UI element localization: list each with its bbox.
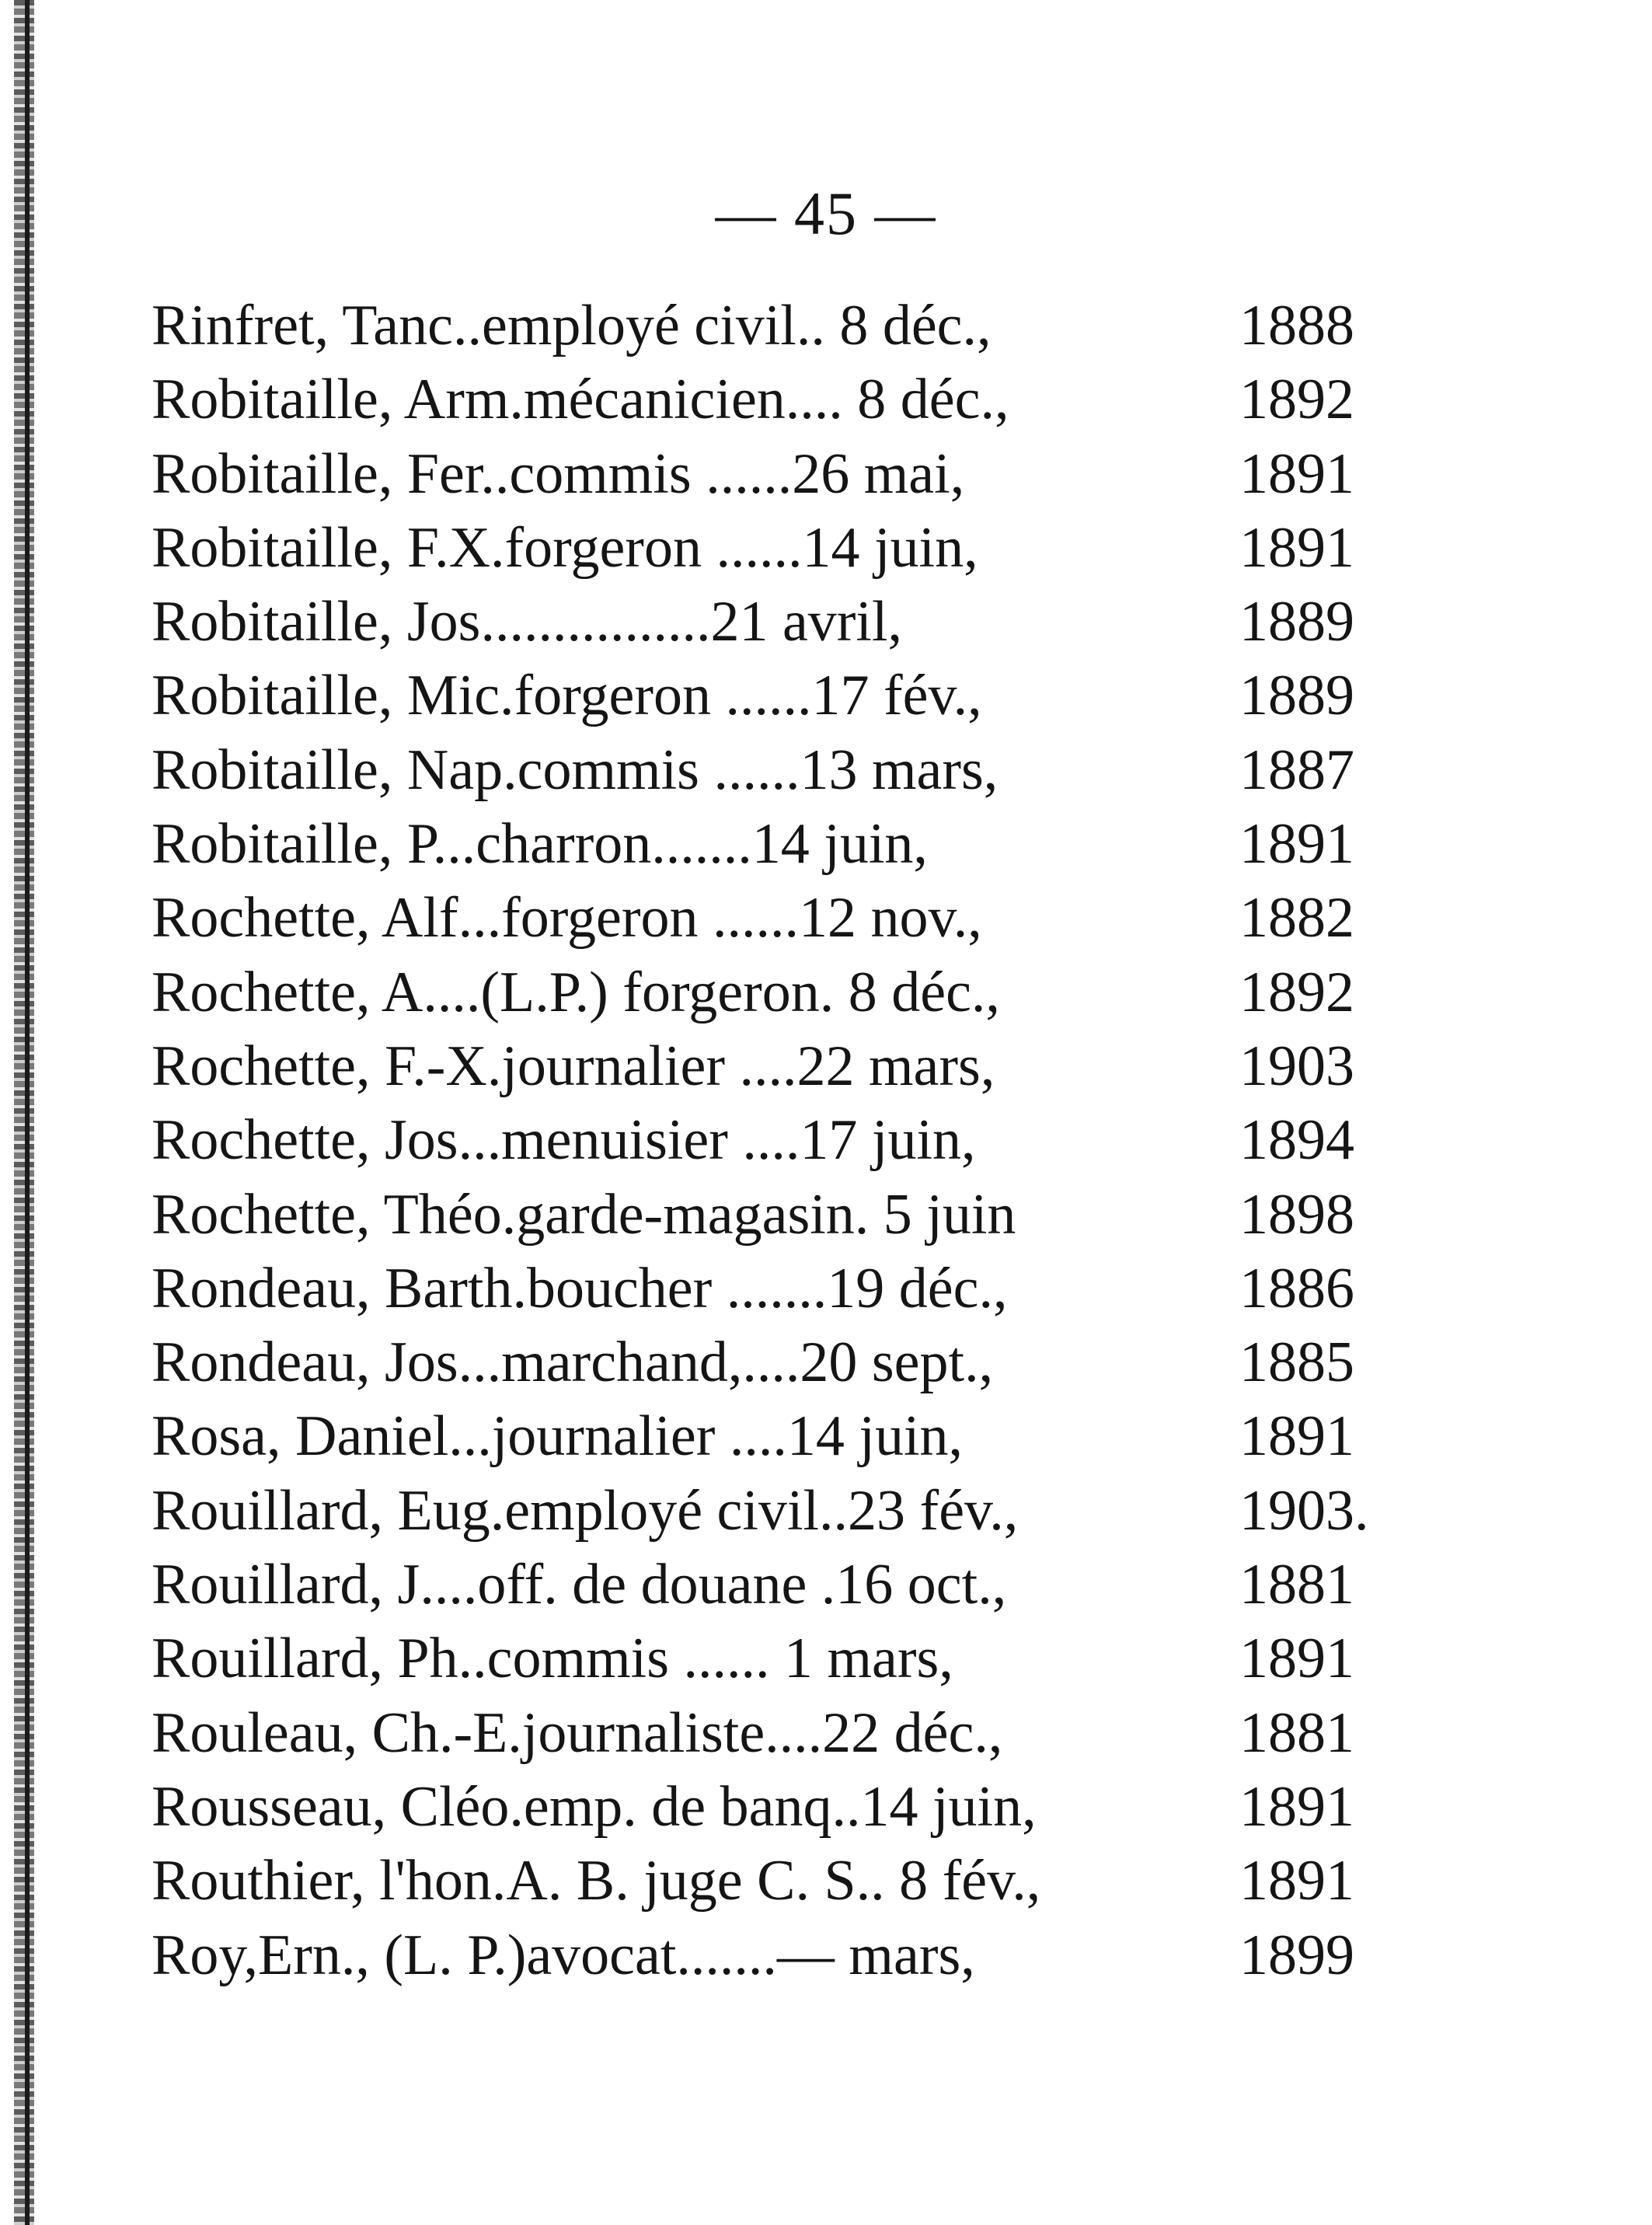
entry-name-occupation-date: Roy,Ern., (L. P.)avocat.......— mars, (152, 1923, 975, 1987)
entry-name-occupation-date: Robitaille, Jos................21 avril, (152, 590, 903, 654)
entry-name-occupation-date: Rouillard, Ph..commis ...... 1 mars, (152, 1627, 953, 1691)
entry-year: 1885 (1239, 1330, 1354, 1395)
entry-name-occupation-date: Rinfret, Tanc..employé civil.. 8 déc., (152, 294, 992, 357)
entry-name-occupation-date: Rousseau, Cléo.emp. de banq..14 juin, (152, 1774, 1037, 1839)
entry-year: 1881 (1239, 1553, 1354, 1617)
book-binding-edge (14, 0, 34, 2225)
entry-year: 1886 (1239, 1256, 1354, 1320)
entry-year: 1888 (1239, 294, 1354, 357)
list-item (152, 511, 1410, 585)
entry-year: 1891 (1239, 1627, 1354, 1691)
list-item (152, 807, 1410, 881)
entry-name-occupation-date: Robitaille, F.X.forgeron ......14 juin, (152, 515, 978, 580)
list-item (152, 438, 1410, 511)
list-item (152, 585, 1410, 659)
entry-year: 1882 (1239, 886, 1354, 950)
list-item (152, 734, 1410, 807)
list-item (152, 1178, 1410, 1252)
entry-list (152, 289, 1410, 1993)
list-item (152, 659, 1410, 733)
entry-year: 1891 (1239, 1849, 1354, 1913)
list-item (152, 1474, 1410, 1548)
entry-name-occupation-date: Rochette, F.-X.journalier ....22 mars, (152, 1034, 995, 1098)
entry-year: 1892 (1239, 960, 1354, 1024)
entry-name-occupation-date: Robitaille, Mic.forgeron ......17 fév., (152, 664, 982, 728)
list-item (152, 1697, 1410, 1770)
entry-name-occupation-date: Rochette, A....(L.P.) forgeron. 8 déc., (152, 960, 1000, 1024)
list-item (152, 1030, 1410, 1104)
entry-year: 1898 (1239, 1182, 1354, 1247)
entry-name-occupation-date: Robitaille, Fer..commis ......26 mai, (152, 441, 965, 506)
entry-name-occupation-date: Rochette, Alf...forgeron ......12 nov., (152, 886, 982, 950)
entry-year: 1899 (1239, 1923, 1354, 1987)
entry-name-occupation-date: Rouillard, J....off. de douane .16 oct., (152, 1553, 1007, 1617)
list-item (152, 1252, 1410, 1326)
entry-name-occupation-date: Rouillard, Eug.employé civil..23 fév., (152, 1478, 1019, 1543)
list-item (152, 363, 1410, 437)
entry-year: 1889 (1239, 664, 1354, 728)
page-number: — 45 — (715, 180, 937, 247)
entry-year: 1892 (1239, 368, 1354, 432)
list-item (152, 1770, 1410, 1844)
list-item (152, 1844, 1410, 1918)
list-item (152, 1622, 1410, 1696)
entry-name-occupation-date: Rondeau, Barth.boucher .......19 déc., (152, 1256, 1008, 1320)
entry-year: 1891 (1239, 812, 1354, 877)
list-item (152, 956, 1410, 1030)
entry-name-occupation-date: Robitaille, P...charron.......14 juin, (152, 812, 928, 877)
list-item (152, 1400, 1410, 1473)
entry-year: 1887 (1239, 738, 1354, 802)
list-item (152, 1919, 1410, 1993)
entry-year: 1903 (1239, 1034, 1354, 1098)
list-item (152, 289, 1410, 363)
entry-name-occupation-date: Rondeau, Jos...marchand,....20 sept., (152, 1330, 994, 1395)
entry-name-occupation-date: Rochette, Théo.garde-magasin. 5 juin (152, 1182, 1016, 1247)
entry-year: 1894 (1239, 1108, 1354, 1173)
entry-name-occupation-date: Robitaille, Nap.commis ......13 mars, (152, 738, 999, 802)
entry-year: 1903. (1239, 1478, 1369, 1543)
entry-year: 1891 (1239, 441, 1354, 506)
entry-name-occupation-date: Rouleau, Ch.-E.journaliste....22 déc., (152, 1700, 1003, 1765)
entry-name-occupation-date: Rochette, Jos...menuisier ....17 juin, (152, 1108, 976, 1173)
entry-name-occupation-date: Routhier, l'hon.A. B. juge C. S.. 8 fév., (152, 1849, 1041, 1913)
list-item (152, 1326, 1410, 1400)
book-binding-line (25, 0, 30, 2225)
entry-name-occupation-date: Rosa, Daniel...journalier ....14 juin, (152, 1404, 964, 1469)
entry-year: 1889 (1239, 590, 1354, 654)
entry-year: 1891 (1239, 1404, 1354, 1469)
entry-year: 1891 (1239, 515, 1354, 580)
entry-year: 1891 (1239, 1774, 1354, 1839)
entry-year: 1881 (1239, 1700, 1354, 1765)
list-item (152, 881, 1410, 955)
entry-name-occupation-date: Robitaille, Arm.mécanicien.... 8 déc., (152, 368, 1009, 432)
list-item (152, 1548, 1410, 1622)
list-item (152, 1104, 1410, 1177)
